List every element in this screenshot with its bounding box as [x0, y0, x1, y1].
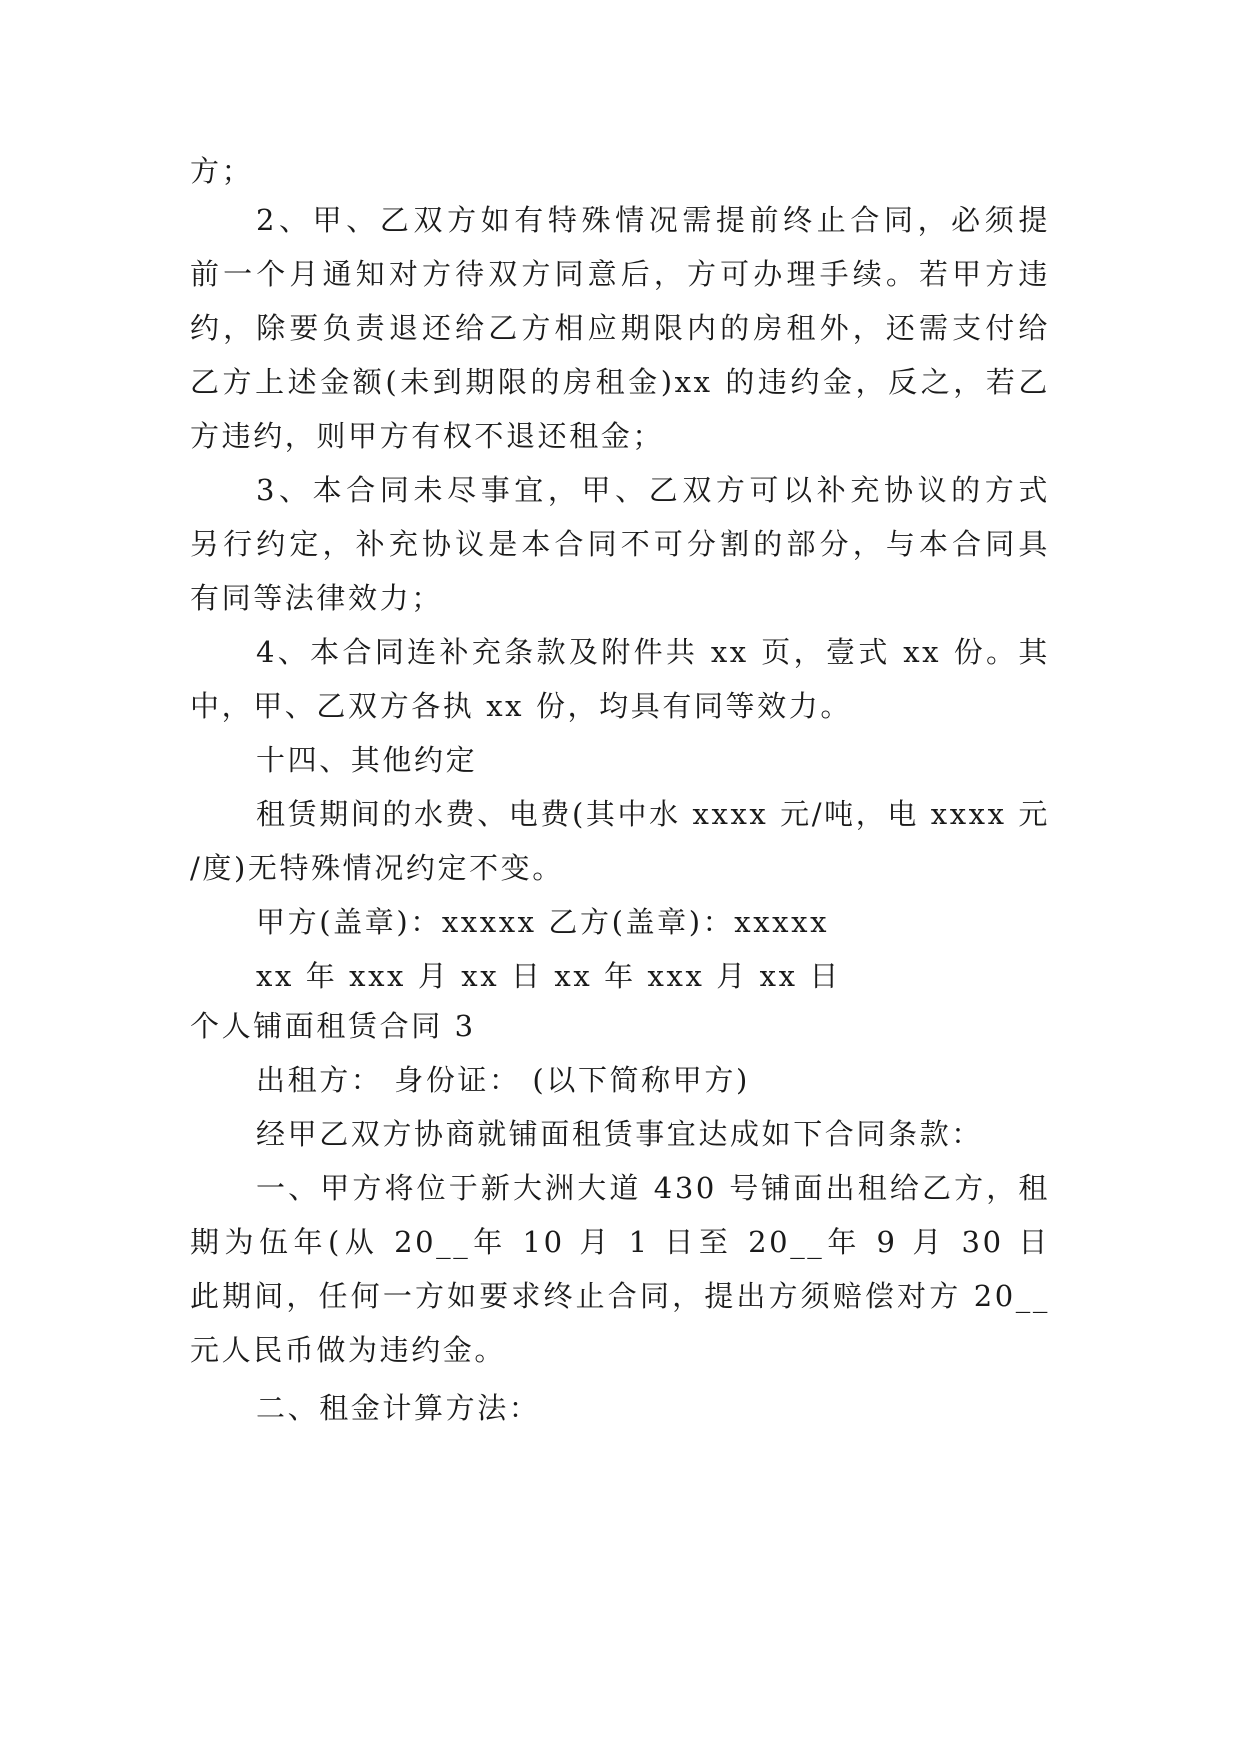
text-line: 另行约定，补充协议是本合同不可分割的部分，与本合同具 [190, 527, 1050, 561]
text-line: 方； [190, 154, 254, 188]
text-line: 经甲乙双方协商就铺面租赁事宜达成如下合同条款： [256, 1117, 983, 1151]
text-line: 4、本合同连补充条款及附件共 xx 页，壹式 xx 份。其 [256, 635, 1050, 669]
signature-line: 甲方(盖章)：xxxxx 乙方(盖章)：xxxxx [256, 905, 830, 939]
text-line: 前一个月通知对方待双方同意后，方可办理手续。若甲方违 [190, 257, 1050, 291]
text-line: 约，除要负责退还给乙方相应期限内的房租外，还需支付给 [190, 311, 1050, 345]
text-line: 3、本合同未尽事宜，甲、乙双方可以补充协议的方式 [256, 473, 1050, 507]
date-line: xx 年 xxx 月 xx 日 xx 年 xxx 月 xx 日 [256, 959, 841, 993]
text-line: /度)无特殊情况约定不变。 [190, 851, 564, 885]
text-line: 2、甲、乙双方如有特殊情况需提前终止合同，必须提 [256, 203, 1050, 237]
text-line: 方违约，则甲方有权不退还租金； [190, 419, 665, 453]
text-line: 有同等法律效力； [190, 581, 443, 615]
text-line: 租赁期间的水费、电费(其中水 xxxx 元/吨，电 xxxx 元 [256, 797, 1050, 831]
text-line: 中，甲、乙双方各执 xx 份，均具有同等效力。 [190, 689, 852, 723]
text-line: 期为伍年(从 20__年 10 月 1 日至 20__年 9 月 30 日 [190, 1225, 1050, 1259]
text-line: 一、甲方将位于新大洲大道 430 号铺面出租给乙方，租 [256, 1171, 1050, 1205]
section-heading: 十四、其他约定 [256, 743, 478, 777]
section-heading: 二、租金计算方法： [256, 1391, 541, 1425]
contract-title: 个人铺面租赁合同 3 [190, 1009, 476, 1043]
text-line: 此期间，任何一方如要求终止合同，提出方须赔偿对方 20__ [190, 1279, 1050, 1313]
text-line: 乙方上述金额(未到期限的房租金)xx 的违约金，反之，若乙 [190, 365, 1050, 399]
text-line: 出租方： 身份证： (以下简称甲方) [256, 1063, 750, 1097]
text-line: 元人民币做为违约金。 [190, 1333, 507, 1367]
